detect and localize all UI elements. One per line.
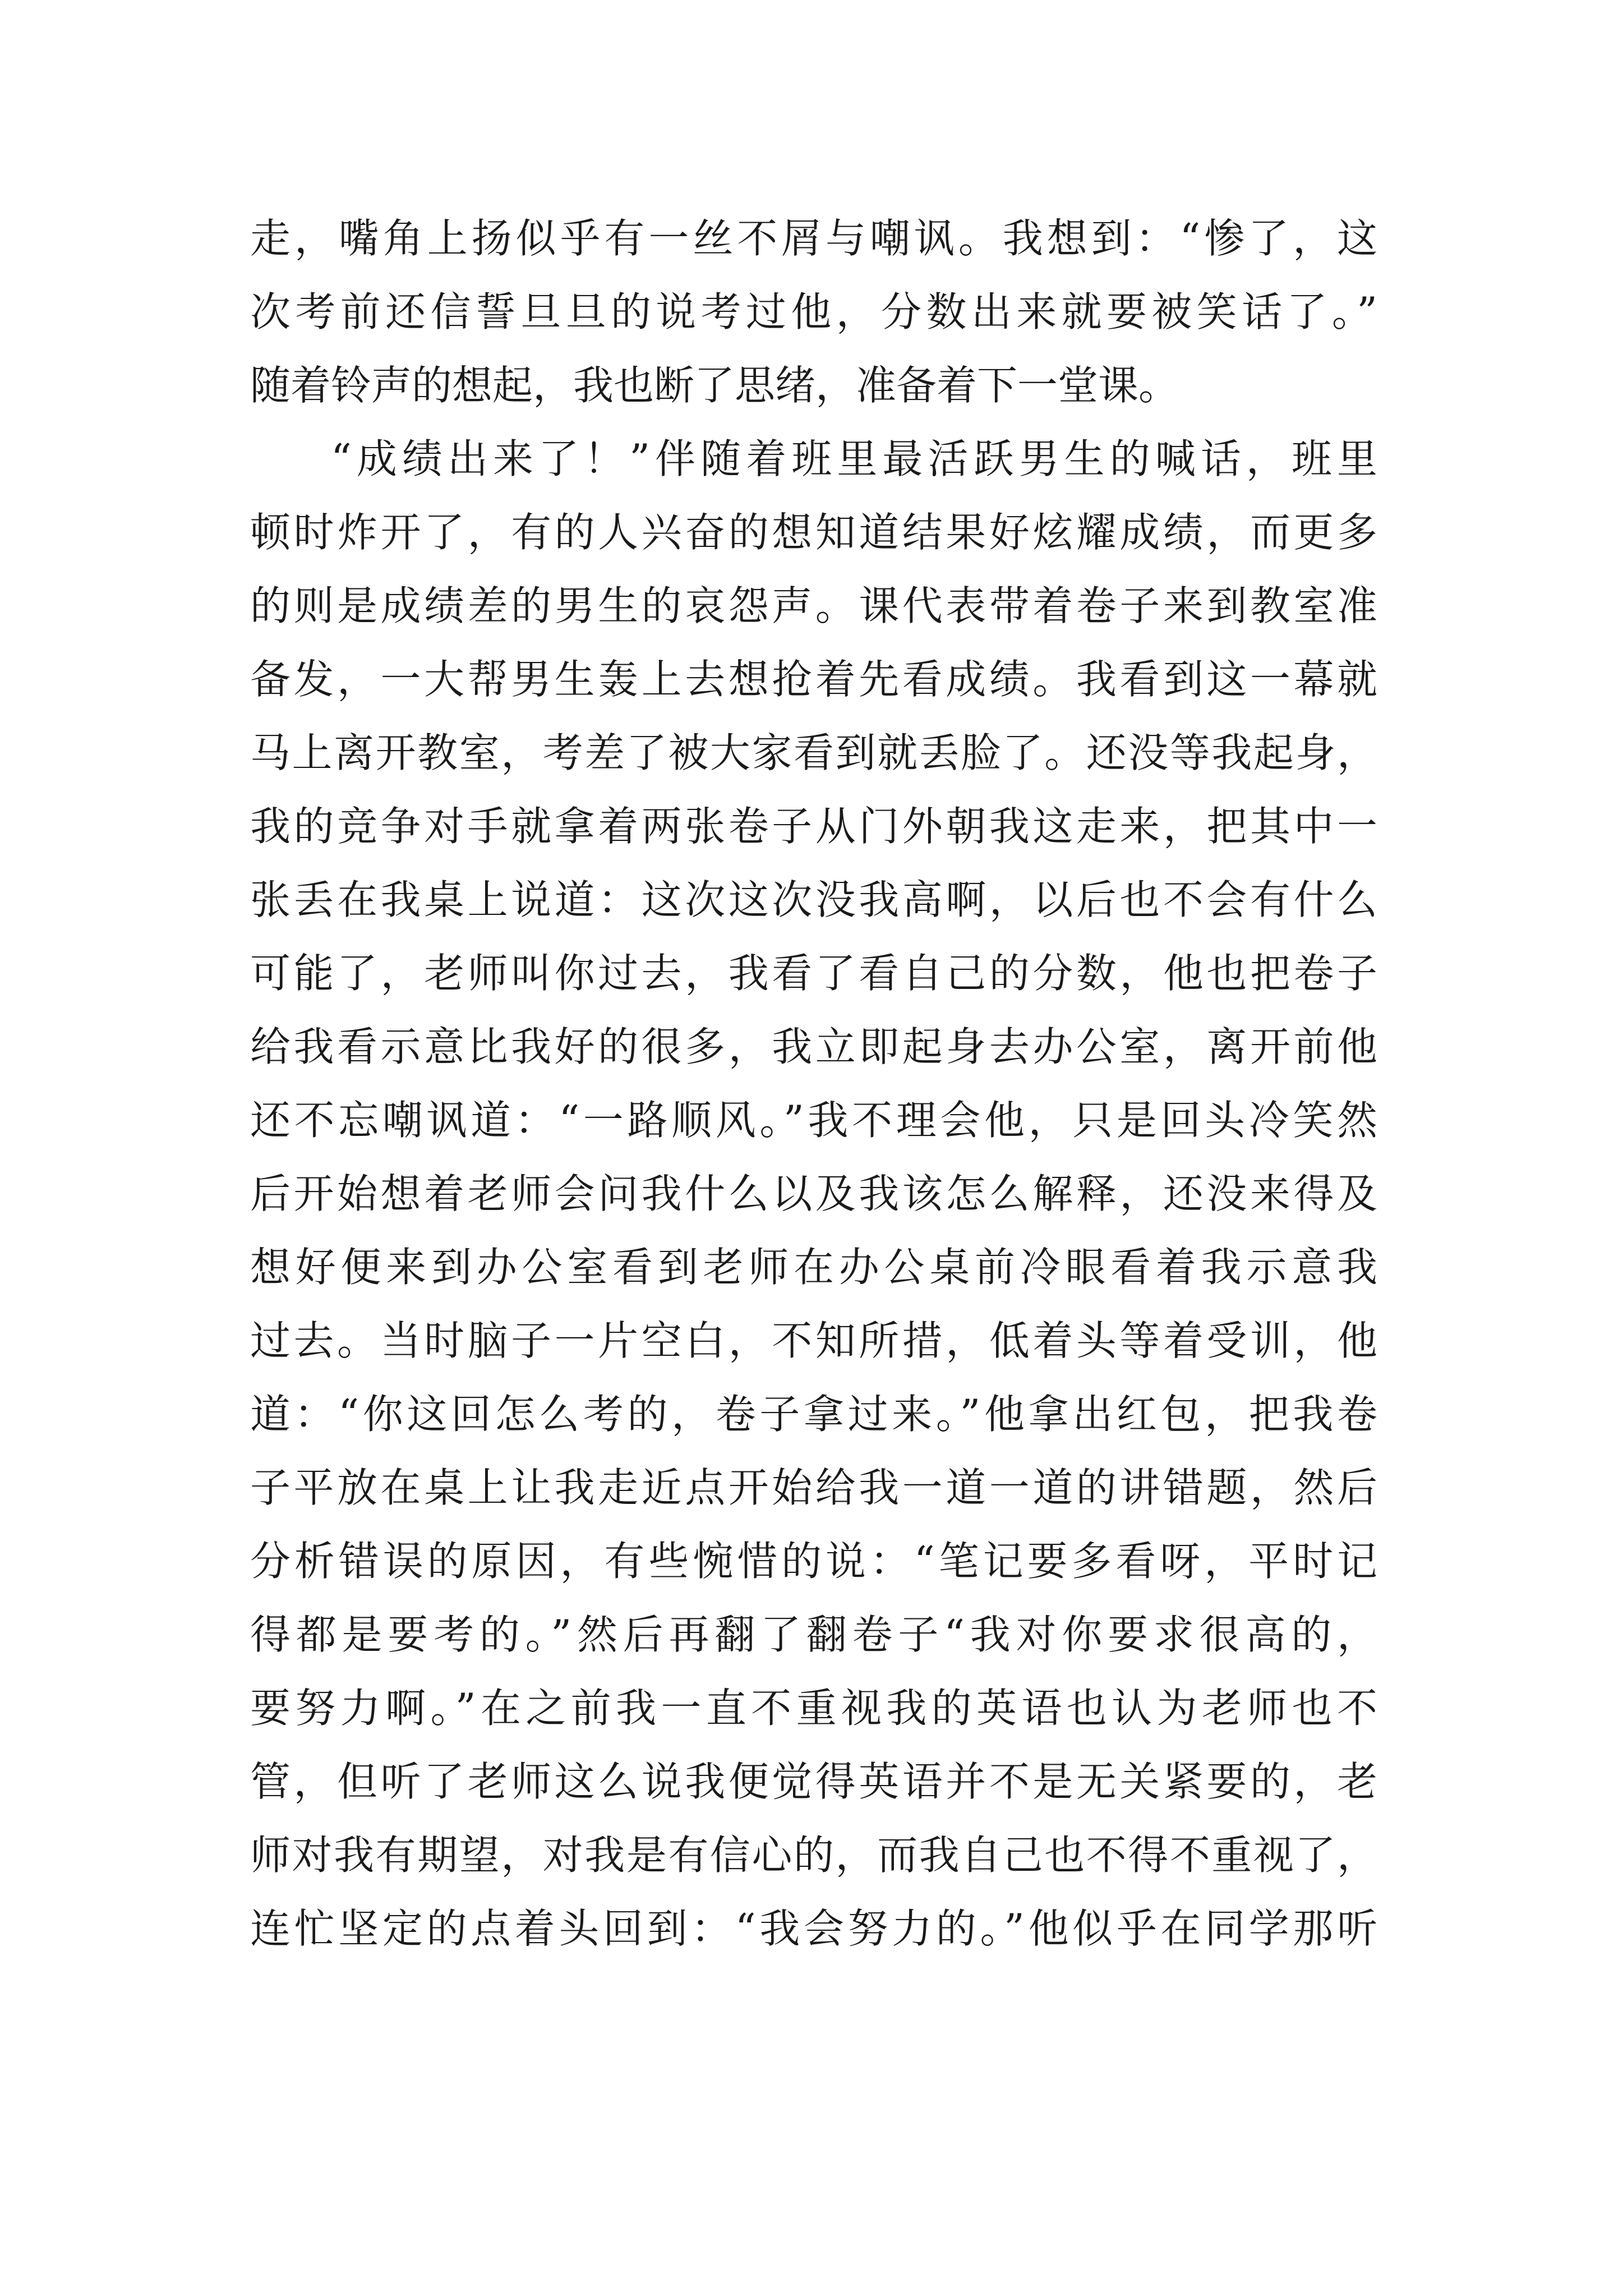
text-line: 后开始想着老师会问我什么以及我该怎么解释，还没来得及 xyxy=(250,1170,1377,1217)
text-line: 张丢在我桌上说道：这次这次没我高啊，以后也不会有什么 xyxy=(250,876,1377,923)
text-line: 得都是要考的。”然后再翻了翻卷子“我对你要求很高的， xyxy=(250,1611,1377,1658)
text-line: 过去。当时脑子一片空白，不知所措，低着头等着受训，他 xyxy=(250,1317,1377,1364)
text-line: 管，但听了老师这么说我便觉得英语并不是无关紧要的，老 xyxy=(250,1758,1377,1805)
paragraph-first-line: “成绩出来了！”伴随着班里最活跃男生的喊话，班里 xyxy=(331,435,1377,482)
text-line: 我的竞争对手就拿着两张卷子从门外朝我这走来，把其中一 xyxy=(250,803,1377,850)
text-line: 顿时炸开了，有的人兴奋的想知道结果好炫耀成绩，而更多 xyxy=(250,509,1377,556)
text-line: 的则是成绩差的男生的哀怨声。课代表带着卷子来到教室准 xyxy=(250,582,1377,629)
text-line: 还不忘嘲讽道：“一路顺风。”我不理会他，只是回头冷笑然 xyxy=(250,1097,1377,1144)
text-line: 给我看示意比我好的很多，我立即起身去办公室，离开前他 xyxy=(250,1023,1377,1070)
text-line: 随着铃声的想起，我也断了思绪，准备着下一堂课。 xyxy=(250,362,1179,409)
text-line: 分析错误的原因，有些惋惜的说：“笔记要多看呀，平时记 xyxy=(250,1538,1377,1585)
text-line: 备发，一大帮男生轰上去想抢着先看成绩。我看到这一幕就 xyxy=(250,656,1377,703)
text-line: 要努力啊。”在之前我一直不重视我的英语也认为老师也不 xyxy=(250,1685,1377,1732)
text-line: 师对我有期望，对我是有信心的，而我自己也不得不重视了， xyxy=(250,1832,1377,1879)
body-text xyxy=(250,202,1377,1966)
text-line: 想好便来到办公室看到老师在办公桌前冷眼看着我示意我 xyxy=(250,1244,1377,1291)
text-line: 道：“你这回怎么考的，卷子拿过来。”他拿出红包，把我卷 xyxy=(250,1391,1377,1438)
text-line: 走，嘴角上扬似乎有一丝不屑与嘲讽。我想到：“惨了，这 xyxy=(250,215,1377,262)
text-line: 连忙坚定的点着头回到：“我会努力的。”他似乎在同学那听 xyxy=(250,1905,1377,1952)
text-line: 可能了，老师叫你过去，我看了看自己的分数，他也把卷子 xyxy=(250,950,1377,997)
text-line: 次考前还信誓旦旦的说考过他，分数出来就要被笑话了。” xyxy=(250,288,1377,335)
text-line: 马上离开教室，考差了被大家看到就丢脸了。还没等我起身， xyxy=(250,729,1377,776)
text-line: 子平放在桌上让我走近点开始给我一道一道的讲错题，然后 xyxy=(250,1464,1377,1511)
